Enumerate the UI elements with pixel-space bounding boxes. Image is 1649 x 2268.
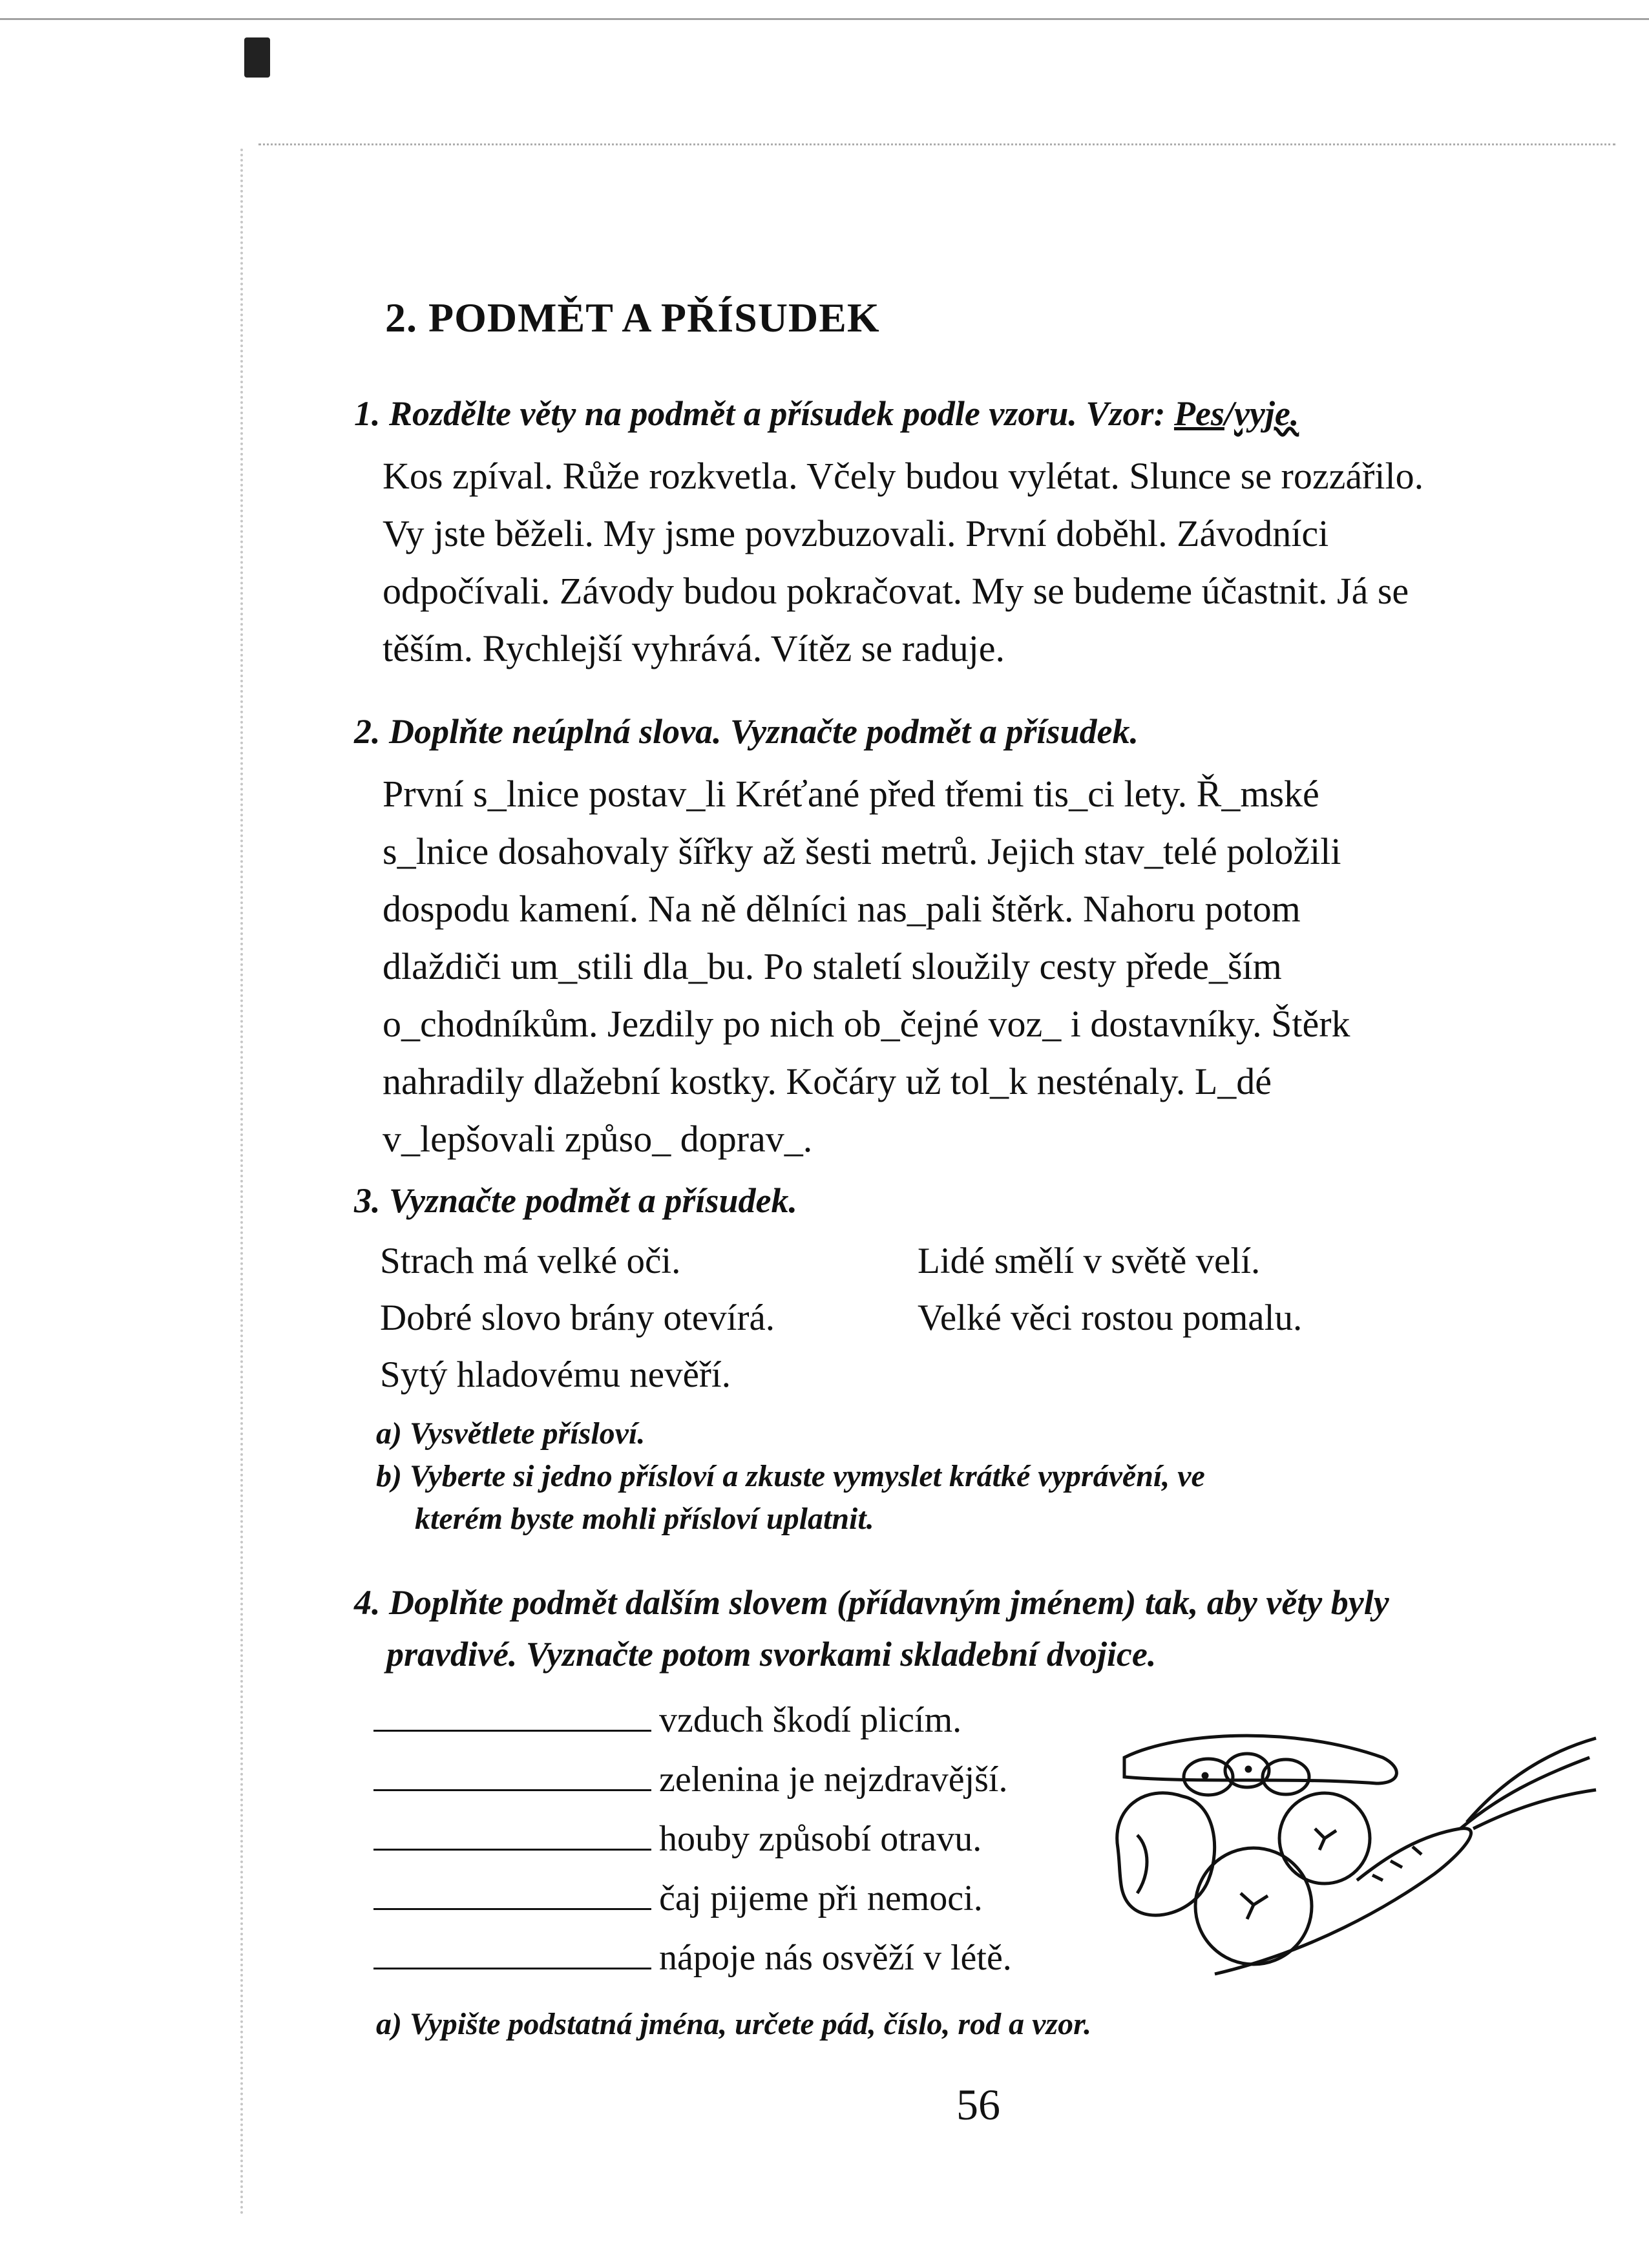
task2-line: nahradily dlažební kostky. Kočáry už tol_k nesténaly. L_dé — [383, 1060, 1272, 1102]
blank-field[interactable] — [373, 1697, 651, 1732]
task4-instruction-line: pravdivé. Vyznačte potom svorkami skladební dvojice. — [386, 1635, 1157, 1674]
page-number: 56 — [956, 2080, 1000, 2129]
task1-line: těším. Rychlejší vyhrává. Vítěz se raduje. — [383, 627, 1005, 669]
task2-text — [383, 765, 1597, 1168]
proverbs-left — [380, 1233, 775, 1403]
task1-line: Kos zpíval. Růže rozkvetla. Včely budou vylétat. Slunce se rozzářilo. — [383, 455, 1424, 497]
proverb: Strach má velké oči. — [380, 1241, 681, 1281]
blank-field[interactable] — [373, 1876, 651, 1910]
fill-row-text: nápoje nás osvěží v létě. — [659, 1938, 1012, 1978]
proverb: Lidé smělí v světě velí. — [918, 1241, 1261, 1281]
fill-row-text: vzduch škodí plicím. — [659, 1700, 962, 1740]
proverb: Velké věci rostou pomalu. — [918, 1297, 1303, 1338]
task1-instruction-text: 1. Rozdělte věty na podmět a přísudek podle vzoru. Vzor: — [354, 394, 1166, 433]
fill-row-text: zelenina je nejzdravější. — [659, 1759, 1008, 1800]
fill-row-text: houby způsobí otravu. — [659, 1819, 982, 1859]
task1-instruction — [354, 388, 1299, 439]
vzor-predicate: vyje. — [1234, 394, 1299, 433]
vegetables-illustration — [1098, 1719, 1602, 1990]
task2-line: s_lnice dosahovaly šířky až šesti metrů. Jejich stav_telé položili — [383, 830, 1341, 872]
task3-sub-b — [376, 1455, 1591, 1540]
fill-row — [373, 1690, 961, 1750]
blank-field[interactable] — [373, 1757, 651, 1791]
task4-sub-a: a) Vypište podstatná jména, určete pád, číslo, rod a vzor. — [376, 2007, 1092, 2041]
task2-instruction: 2. Doplňte neúplná slova. Vyznačte podmět a přísudek. — [354, 712, 1139, 751]
task4-instruction-line: 4. Doplňte podmět dalším slovem (přídavným jménem) tak, aby věty byly — [354, 1583, 1389, 1622]
fill-row — [373, 1869, 983, 1928]
vzor-subject: Pes — [1173, 394, 1224, 433]
task2-line: dlaždiči um_stili dla_bu. Po staletí sloužily cesty přede_ším — [383, 945, 1282, 987]
vzor-slash: / — [1224, 394, 1234, 433]
task2-line: v_lepšovali způso_ doprav_. — [383, 1118, 813, 1160]
task1-line: Vy jste běželi. My jsme povzbuzovali. První doběhl. Závodníci — [383, 512, 1329, 554]
fill-row — [373, 1928, 1012, 1988]
task2-line: o_chodníkům. Jezdily po nich ob_čejné voz_ i dostavníky. Štěrk — [383, 1003, 1350, 1045]
task3-instruction: 3. Vyznačte podmět a přísudek. — [354, 1181, 797, 1220]
task3-sub-a: a) Vysvětlete přísloví. — [376, 1416, 646, 1451]
proverb: Sytý hladovému nevěří. — [380, 1354, 731, 1395]
proverb: Dobré slovo brány otevírá. — [380, 1297, 775, 1338]
fill-row — [373, 1809, 982, 1869]
fill-row — [373, 1750, 1008, 1809]
task3-sub-b-line: kterém byste mohli přísloví uplatnit. — [415, 1502, 874, 1536]
task1-text — [383, 447, 1597, 677]
section-title: 2. PODMĚT A PŘÍSUDEK — [385, 295, 880, 341]
blank-field[interactable] — [373, 1935, 651, 1969]
task3-sub-b-line: b) Vyberte si jedno přísloví a zkuste vymyslet krátké vyprávění, ve — [376, 1459, 1205, 1493]
fill-row-text: čaj pijeme při nemoci. — [659, 1878, 983, 1918]
proverbs-right — [918, 1233, 1302, 1347]
blank-field[interactable] — [373, 1816, 651, 1851]
task2-line: První s_lnice postav_li Kréťané před třemi tis_ci lety. Ř_mské — [383, 773, 1319, 815]
task1-line: odpočívali. Závody budou pokračovat. My se budeme účastnit. Já se — [383, 570, 1409, 612]
task2-line: dospodu kamení. Na ně dělníci nas_pali štěrk. Nahoru potom — [383, 888, 1301, 930]
task4-instruction — [354, 1577, 1595, 1680]
